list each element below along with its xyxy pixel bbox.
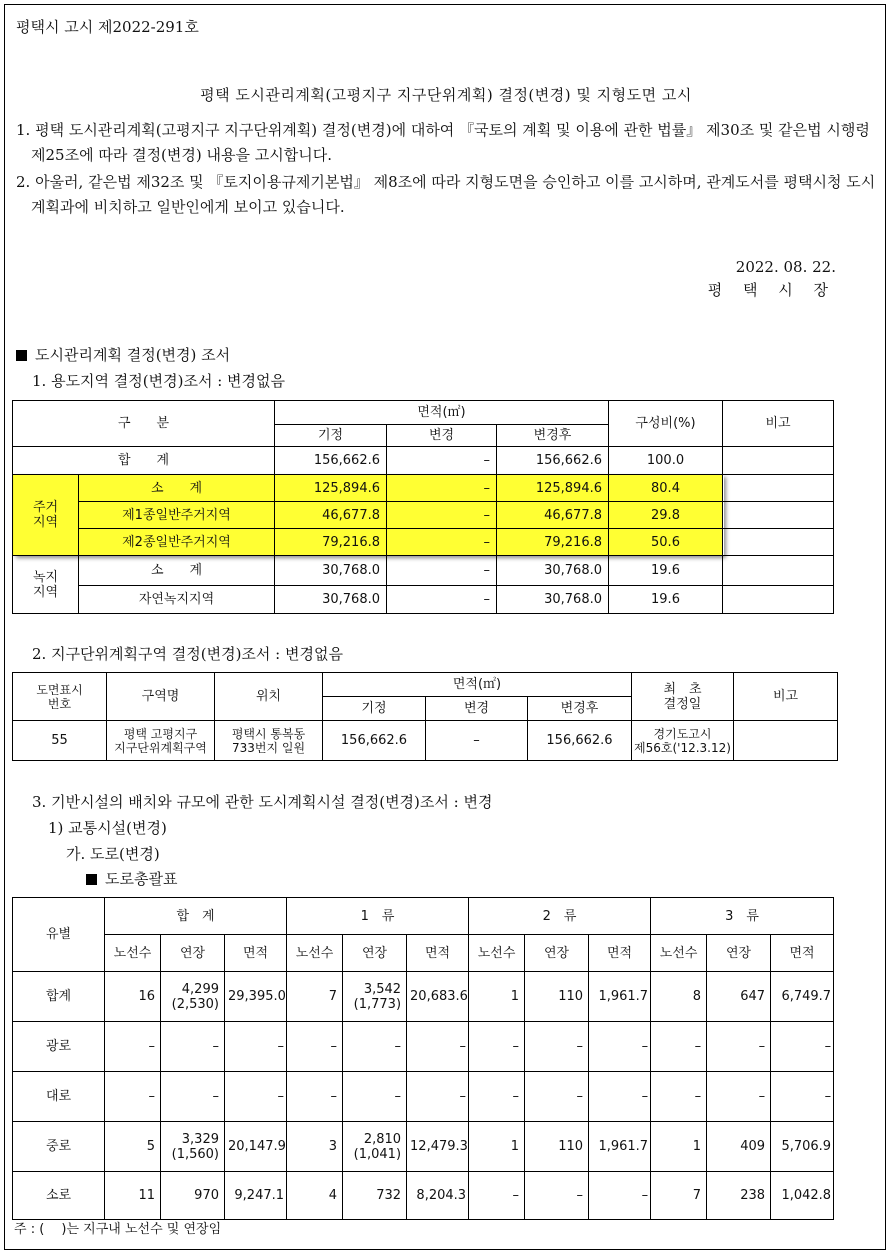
header-location: 위치 bbox=[215, 673, 323, 721]
header-first-decision: 최 초 결정일 bbox=[632, 673, 734, 721]
cell-ratio: 19.6 bbox=[609, 586, 723, 614]
header-area: 면적(㎡) bbox=[275, 401, 609, 425]
cell-after: 125,894.6 bbox=[497, 475, 609, 502]
table-cell: – bbox=[343, 1072, 407, 1122]
table-cell: – bbox=[225, 1072, 287, 1122]
table-cell: – bbox=[469, 1072, 525, 1122]
section-main-heading bbox=[16, 344, 230, 365]
cell-ratio: 100.0 bbox=[609, 447, 723, 475]
header-sub: 연장 bbox=[343, 935, 407, 972]
table-cell: 3 bbox=[287, 1122, 343, 1172]
row-type: 소로 bbox=[13, 1172, 105, 1220]
notice-number: 평택시 고시 제2022-291호 bbox=[16, 18, 199, 36]
table-cell: – bbox=[161, 1022, 225, 1072]
cell-note bbox=[734, 721, 838, 761]
table-cell: 1 bbox=[469, 1122, 525, 1172]
paragraph-2: 2. 아울러, 같은법 제32조 및 『토지이용규제기본법』 제8조에 따라 지형도면을 승인하고 이를 고시하며, 관계도서를 평택시청 도시계획과에 비치하고 일반인에게 보이고 있습니다. bbox=[16, 173, 876, 216]
cell-existing: 156,662.6 bbox=[323, 721, 426, 761]
table-cell: 20,147.9 bbox=[225, 1122, 287, 1172]
row-type: 광로 bbox=[13, 1022, 105, 1072]
header-sub: 노선수 bbox=[469, 935, 525, 972]
table-cell: 238 bbox=[707, 1172, 771, 1220]
notice-title: 평택 도시관리계획(고평지구 지구단위계획) 결정(변경) 및 지형도면 고시 bbox=[200, 86, 692, 104]
row-label: 제1종일반주거지역 bbox=[79, 502, 275, 529]
header-sub: 연장 bbox=[707, 935, 771, 972]
table-cell: 6,749.7 bbox=[771, 972, 834, 1022]
header-after: 변경후 bbox=[528, 697, 632, 721]
header-area: 면적(㎡) bbox=[323, 673, 632, 697]
table-cell: 647 bbox=[707, 972, 771, 1022]
table-row bbox=[13, 529, 834, 556]
table-cell: 110 bbox=[525, 972, 589, 1022]
section-main-label: 도시관리계획 결정(변경) 조서 bbox=[35, 346, 231, 364]
header-group: 3 류 bbox=[651, 898, 834, 935]
table-cell: 970 bbox=[161, 1172, 225, 1220]
header-sub: 면적 bbox=[771, 935, 834, 972]
cell-change: – bbox=[387, 475, 497, 502]
row-label: 자연녹지지역 bbox=[79, 586, 275, 614]
header-after: 변경후 bbox=[497, 425, 609, 447]
row-type: 대로 bbox=[13, 1072, 105, 1122]
sub-heading-2: 2. 지구단위계획구역 결정(변경)조서 : 변경없음 bbox=[32, 645, 343, 663]
table-cell: – bbox=[525, 1022, 589, 1072]
row-label: 소 계 bbox=[79, 556, 275, 586]
cell-name: 평택 고평지구 지구단위계획구역 bbox=[107, 721, 215, 761]
cell-ratio: 19.6 bbox=[609, 556, 723, 586]
cell-change: – bbox=[426, 721, 528, 761]
header-group: 1 류 bbox=[287, 898, 469, 935]
header-sub: 면적 bbox=[225, 935, 287, 972]
table-cell: 20,683.6 bbox=[407, 972, 469, 1022]
cell-location: 평택시 통복동 733번지 일원 bbox=[215, 721, 323, 761]
table-cell: – bbox=[525, 1172, 589, 1220]
cell-after: 156,662.6 bbox=[497, 447, 609, 475]
table-cell: 110 bbox=[525, 1122, 589, 1172]
cell-note bbox=[723, 556, 834, 586]
header-note: 비고 bbox=[723, 401, 834, 447]
table-cell: – bbox=[105, 1072, 161, 1122]
table-cell: – bbox=[287, 1072, 343, 1122]
table-row bbox=[13, 721, 838, 761]
table-cell: 3,329 (1,560) bbox=[161, 1122, 225, 1172]
zoning-table bbox=[12, 400, 834, 614]
table-cell: 4,299 (2,530) bbox=[161, 972, 225, 1022]
table-cell: 8,204.3 bbox=[407, 1172, 469, 1220]
header-name: 구역명 bbox=[107, 673, 215, 721]
cell-after: 30,768.0 bbox=[497, 586, 609, 614]
table-row bbox=[13, 972, 834, 1022]
district-plan-table bbox=[12, 672, 838, 761]
table-cell: 1,042.8 bbox=[771, 1172, 834, 1220]
table-cell: – bbox=[589, 1072, 651, 1122]
cell-existing: 79,216.8 bbox=[275, 529, 387, 556]
cell-map-no: 55 bbox=[13, 721, 107, 761]
table-cell: 2,810 (1,041) bbox=[343, 1122, 407, 1172]
table-cell: – bbox=[589, 1172, 651, 1220]
signer: 평 택 시 장 bbox=[707, 281, 836, 299]
table-cell: 7 bbox=[651, 1172, 707, 1220]
cell-change: – bbox=[387, 529, 497, 556]
table-cell: 7 bbox=[287, 972, 343, 1022]
header-group: 2 류 bbox=[469, 898, 651, 935]
table-cell: 732 bbox=[343, 1172, 407, 1220]
road-summary-label: 도로총괄표 bbox=[105, 870, 178, 888]
notice-date: 2022. 08. 22. bbox=[735, 258, 836, 276]
table-cell: 5 bbox=[105, 1122, 161, 1172]
table-cell: – bbox=[407, 1072, 469, 1122]
table-cell: – bbox=[771, 1022, 834, 1072]
table-row bbox=[13, 1072, 834, 1122]
cell-ratio: 50.6 bbox=[609, 529, 723, 556]
table-cell: 1,961.7 bbox=[589, 1122, 651, 1172]
cell-existing: 125,894.6 bbox=[275, 475, 387, 502]
table-row bbox=[13, 447, 834, 475]
cell-change: – bbox=[387, 586, 497, 614]
header-change: 변경 bbox=[426, 697, 528, 721]
cell-ratio: 80.4 bbox=[609, 475, 723, 502]
header-gubun: 구 분 bbox=[13, 401, 275, 447]
table-cell: 9,247.1 bbox=[225, 1172, 287, 1220]
header-type: 유별 bbox=[13, 898, 105, 972]
cell-note bbox=[723, 502, 834, 529]
table-cell: – bbox=[469, 1022, 525, 1072]
square-bullet-icon bbox=[86, 874, 97, 885]
table-cell: – bbox=[651, 1072, 707, 1122]
table-cell: – bbox=[407, 1022, 469, 1072]
table-cell: – bbox=[105, 1022, 161, 1072]
sub-heading-3-1: 1) 교통시설(변경) bbox=[48, 819, 167, 837]
sub-heading-3: 3. 기반시설의 배치와 규모에 관한 도시계획시설 결정(변경)조서 : 변경 bbox=[32, 793, 493, 811]
table-cell: – bbox=[287, 1022, 343, 1072]
table-cell: 16 bbox=[105, 972, 161, 1022]
table-cell: 8 bbox=[651, 972, 707, 1022]
table-cell: – bbox=[771, 1072, 834, 1122]
cell-change: – bbox=[387, 447, 497, 475]
footnote: 주 : ( )는 지구내 노선수 및 연장임 bbox=[14, 1222, 222, 1237]
header-sub: 연장 bbox=[161, 935, 225, 972]
table-cell: – bbox=[707, 1022, 771, 1072]
table-cell: 29,395.0 bbox=[225, 972, 287, 1022]
row-label: 합 계 bbox=[13, 447, 275, 475]
table-cell: 1 bbox=[469, 972, 525, 1022]
table-cell: 409 bbox=[707, 1122, 771, 1172]
table-row bbox=[13, 1122, 834, 1172]
header-sub: 노선수 bbox=[287, 935, 343, 972]
cell-note bbox=[723, 475, 834, 502]
table-cell: 4 bbox=[287, 1172, 343, 1220]
table-row bbox=[13, 502, 834, 529]
header-sub: 연장 bbox=[525, 935, 589, 972]
table-cell: 5,706.9 bbox=[771, 1122, 834, 1172]
table-cell: 1 bbox=[651, 1122, 707, 1172]
cell-change: – bbox=[387, 556, 497, 586]
cell-ratio: 29.8 bbox=[609, 502, 723, 529]
header-sub: 면적 bbox=[407, 935, 469, 972]
table-cell: 1,961.7 bbox=[589, 972, 651, 1022]
cell-change: – bbox=[387, 502, 497, 529]
table-cell: – bbox=[469, 1172, 525, 1220]
header-sub: 노선수 bbox=[651, 935, 707, 972]
cell-note bbox=[723, 529, 834, 556]
table-cell: 11 bbox=[105, 1172, 161, 1220]
table-cell: – bbox=[525, 1072, 589, 1122]
header-note: 비고 bbox=[734, 673, 838, 721]
square-bullet-icon bbox=[16, 350, 27, 361]
header-sub: 노선수 bbox=[105, 935, 161, 972]
table-row bbox=[13, 1172, 834, 1220]
sub-heading-1: 1. 용도지역 결정(변경)조서 : 변경없음 bbox=[32, 372, 286, 390]
cell-existing: 30,768.0 bbox=[275, 586, 387, 614]
header-change: 변경 bbox=[387, 425, 497, 447]
table-row bbox=[13, 1022, 834, 1072]
cell-note bbox=[723, 447, 834, 475]
header-existing: 기정 bbox=[323, 697, 426, 721]
cell-after: 79,216.8 bbox=[497, 529, 609, 556]
cell-after: 156,662.6 bbox=[528, 721, 632, 761]
row-label: 소 계 bbox=[79, 475, 275, 502]
table-cell: – bbox=[225, 1022, 287, 1072]
header-ratio: 구성비(%) bbox=[609, 401, 723, 447]
road-summary-heading bbox=[86, 868, 177, 889]
table-cell: – bbox=[651, 1022, 707, 1072]
group-green: 녹지 지역 bbox=[13, 556, 79, 614]
table-cell: – bbox=[343, 1022, 407, 1072]
table-row bbox=[13, 586, 834, 614]
header-existing: 기정 bbox=[275, 425, 387, 447]
cell-after: 30,768.0 bbox=[497, 556, 609, 586]
table-cell: – bbox=[707, 1072, 771, 1122]
header-group: 합 계 bbox=[105, 898, 287, 935]
group-residential: 주거 지역 bbox=[13, 475, 79, 556]
row-type: 합계 bbox=[13, 972, 105, 1022]
cell-existing: 30,768.0 bbox=[275, 556, 387, 586]
paragraph-1: 1. 평택 도시관리계획(고평지구 지구단위계획) 결정(변경)에 대하여 『국토의 계획 및 이용에 관한 법률』 제30조 및 같은법 시행령 제25조에 따라 결정(변경) 내용을 고시합니다. bbox=[16, 121, 870, 164]
table-cell: 3,542 (1,773) bbox=[343, 972, 407, 1022]
header-sub: 면적 bbox=[589, 935, 651, 972]
table-cell: – bbox=[589, 1022, 651, 1072]
cell-after: 46,677.8 bbox=[497, 502, 609, 529]
cell-existing: 46,677.8 bbox=[275, 502, 387, 529]
table-cell: – bbox=[161, 1072, 225, 1122]
table-row bbox=[13, 556, 834, 586]
cell-note bbox=[723, 586, 834, 614]
row-type: 중로 bbox=[13, 1122, 105, 1172]
cell-existing: 156,662.6 bbox=[275, 447, 387, 475]
road-summary-table bbox=[12, 897, 834, 1220]
cell-first-decision: 경기도고시 제56호('12.3.12) bbox=[632, 721, 734, 761]
table-row bbox=[13, 475, 834, 502]
sub-heading-3-1-a: 가. 도로(변경) bbox=[66, 845, 160, 863]
table-cell: 12,479.3 bbox=[407, 1122, 469, 1172]
row-label: 제2종일반주거지역 bbox=[79, 529, 275, 556]
header-map-no: 도면표시 번호 bbox=[13, 673, 107, 721]
